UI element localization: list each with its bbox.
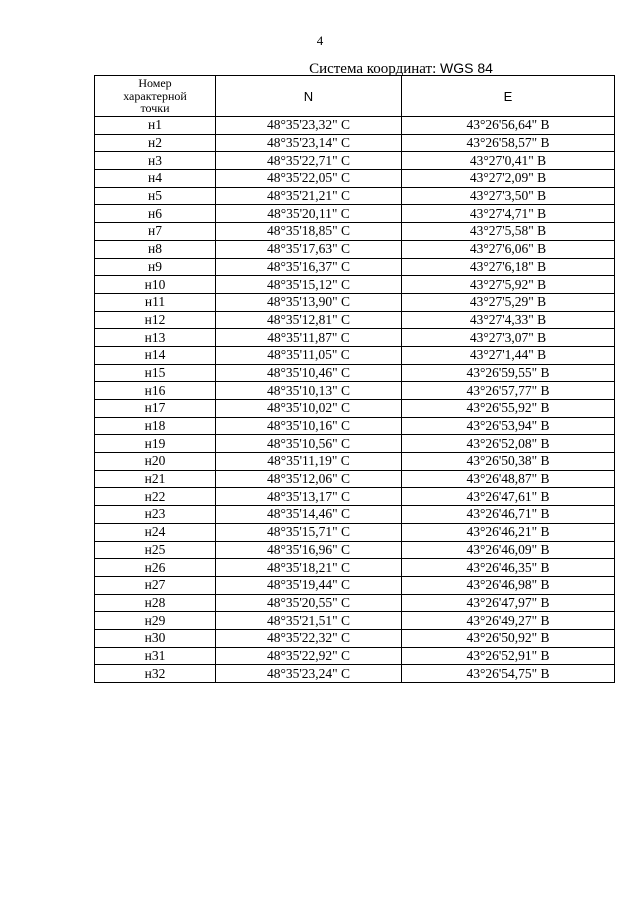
table-row: [95, 470, 615, 488]
east-coordinate-cell: 43°26'50,92" В: [402, 629, 615, 647]
table-row: [95, 488, 615, 506]
north-coordinate-cell: 48°35'22,05" С: [216, 170, 402, 188]
east-coordinate-cell: 43°26'58,57" В: [402, 134, 615, 152]
point-number-cell: н31: [95, 647, 216, 665]
table-row: [95, 276, 615, 294]
table-row: [95, 435, 615, 453]
east-coordinate-cell: 43°26'55,92" В: [402, 400, 615, 418]
point-number-cell: н18: [95, 417, 216, 435]
north-coordinate-cell: 48°35'14,46" С: [216, 506, 402, 524]
east-coordinate-cell: 43°26'46,71" В: [402, 506, 615, 524]
caption-prefix: Система координат:: [309, 61, 441, 77]
point-header-line1: Номер: [138, 76, 172, 91]
north-coordinate-cell: 48°35'22,32" С: [216, 629, 402, 647]
table-row: [95, 170, 615, 188]
east-coordinate-cell: 43°26'49,27" В: [402, 612, 615, 630]
table-row: [95, 559, 615, 577]
point-number-cell: н13: [95, 329, 216, 347]
point-number-cell: н11: [95, 293, 216, 311]
east-coordinate-cell: 43°26'52,91" В: [402, 647, 615, 665]
north-coordinate-cell: 48°35'12,81" С: [216, 311, 402, 329]
north-coordinate-cell: 48°35'10,02" С: [216, 400, 402, 418]
point-header-line3: точки: [140, 101, 170, 116]
point-number-cell: н21: [95, 470, 216, 488]
north-coordinate-cell: 48°35'22,71" С: [216, 152, 402, 170]
north-coordinate-cell: 48°35'23,14" С: [216, 134, 402, 152]
east-coordinate-cell: 43°26'52,08" В: [402, 435, 615, 453]
north-coordinate-cell: 48°35'13,90" С: [216, 293, 402, 311]
east-coordinate-cell: 43°27'6,06" В: [402, 240, 615, 258]
page-number: 4: [316, 33, 324, 48]
point-number-cell: н28: [95, 594, 216, 612]
table-row: [95, 240, 615, 258]
north-coordinate-cell: 48°35'13,17" С: [216, 488, 402, 506]
east-coordinate-cell: 43°27'3,50" В: [402, 187, 615, 205]
north-coordinate-cell: 48°35'21,51" С: [216, 612, 402, 630]
north-coordinate-cell: 48°35'23,32" С: [216, 117, 402, 135]
east-coordinate-cell: 43°26'53,94" В: [402, 417, 615, 435]
table-row: [95, 223, 615, 241]
point-number-cell: н9: [95, 258, 216, 276]
north-coordinate-cell: 48°35'22,92" С: [216, 647, 402, 665]
north-coordinate-cell: 48°35'23,24" С: [216, 665, 402, 683]
north-coordinate-cell: 48°35'20,11" С: [216, 205, 402, 223]
table-row: [95, 329, 615, 347]
point-number-cell: н27: [95, 576, 216, 594]
table-row: [95, 117, 615, 135]
east-coordinate-cell: 43°27'4,33" В: [402, 311, 615, 329]
table-row: [95, 364, 615, 382]
east-coordinate-cell: 43°26'56,64" В: [402, 117, 615, 135]
point-number-cell: н10: [95, 276, 216, 294]
point-number-cell: н20: [95, 453, 216, 471]
table-header-row: [95, 76, 615, 117]
table-row: [95, 205, 615, 223]
coordinates-table-body: [95, 117, 615, 683]
east-coordinate-cell: 43°26'46,09" В: [402, 541, 615, 559]
table-row: [95, 311, 615, 329]
east-coordinate-cell: 43°26'47,61" В: [402, 488, 615, 506]
north-coordinate-cell: 48°35'12,06" С: [216, 470, 402, 488]
east-coordinate-cell: 43°27'6,18" В: [402, 258, 615, 276]
point-number-header: [95, 76, 216, 117]
point-number-cell: н6: [95, 205, 216, 223]
east-coordinate-cell: 43°27'3,07" В: [402, 329, 615, 347]
east-coordinate-cell: 43°26'50,38" В: [402, 453, 615, 471]
table-row: [95, 612, 615, 630]
point-number-cell: н22: [95, 488, 216, 506]
point-number-cell: н24: [95, 523, 216, 541]
east-coordinate-cell: 43°26'54,75" В: [402, 665, 615, 683]
table-row: [95, 647, 615, 665]
point-number-cell: н19: [95, 435, 216, 453]
east-coordinate-cell: 43°27'0,41" В: [402, 152, 615, 170]
table-row: [95, 506, 615, 524]
north-coordinate-cell: 48°35'19,44" С: [216, 576, 402, 594]
north-header: N: [216, 76, 402, 117]
north-coordinate-cell: 48°35'17,63" С: [216, 240, 402, 258]
table-row: [95, 417, 615, 435]
east-coordinate-cell: 43°26'47,97" В: [402, 594, 615, 612]
point-number-cell: н30: [95, 629, 216, 647]
table-row: [95, 187, 615, 205]
table-row: [95, 629, 615, 647]
table-row: [95, 382, 615, 400]
table-row: [95, 594, 615, 612]
point-number-cell: н23: [95, 506, 216, 524]
point-number-cell: н3: [95, 152, 216, 170]
north-coordinate-cell: 48°35'21,21" С: [216, 187, 402, 205]
east-coordinate-cell: 43°27'4,71" В: [402, 205, 615, 223]
point-number-cell: н8: [95, 240, 216, 258]
table-row: [95, 346, 615, 364]
north-coordinate-cell: 48°35'18,21" С: [216, 559, 402, 577]
table-row: [95, 293, 615, 311]
north-coordinate-cell: 48°35'10,16" С: [216, 417, 402, 435]
point-number-cell: н32: [95, 665, 216, 683]
east-coordinate-cell: 43°26'46,21" В: [402, 523, 615, 541]
table-row: [95, 400, 615, 418]
point-number-cell: н7: [95, 223, 216, 241]
point-number-cell: н4: [95, 170, 216, 188]
north-coordinate-cell: 48°35'16,96" С: [216, 541, 402, 559]
north-coordinate-cell: 48°35'10,46" С: [216, 364, 402, 382]
east-coordinate-cell: 43°26'59,55" В: [402, 364, 615, 382]
point-number-cell: н26: [95, 559, 216, 577]
north-coordinate-cell: 48°35'15,12" С: [216, 276, 402, 294]
caption-system: WGS 84: [440, 60, 493, 76]
east-coordinate-cell: 43°26'46,35" В: [402, 559, 615, 577]
east-coordinate-cell: 43°27'5,58" В: [402, 223, 615, 241]
table-row: [95, 258, 615, 276]
table-row: [95, 576, 615, 594]
coordinates-table: [94, 75, 615, 683]
point-number-cell: н2: [95, 134, 216, 152]
east-coordinate-cell: 43°27'5,29" В: [402, 293, 615, 311]
east-coordinate-cell: 43°27'2,09" В: [402, 170, 615, 188]
table-row: [95, 541, 615, 559]
table-row: [95, 152, 615, 170]
north-coordinate-cell: 48°35'11,87" С: [216, 329, 402, 347]
point-number-cell: н17: [95, 400, 216, 418]
point-number-cell: н15: [95, 364, 216, 382]
table-row: [95, 134, 615, 152]
east-coordinate-cell: 43°26'57,77" В: [402, 382, 615, 400]
north-coordinate-cell: 48°35'16,37" С: [216, 258, 402, 276]
east-header: E: [402, 76, 615, 117]
east-coordinate-cell: 43°27'5,92" В: [402, 276, 615, 294]
north-coordinate-cell: 48°35'10,56" С: [216, 435, 402, 453]
table-row: [95, 523, 615, 541]
point-number-cell: н14: [95, 346, 216, 364]
point-number-cell: н16: [95, 382, 216, 400]
east-coordinate-cell: 43°27'1,44" В: [402, 346, 615, 364]
north-coordinate-cell: 48°35'11,19" С: [216, 453, 402, 471]
north-coordinate-cell: 48°35'20,55" С: [216, 594, 402, 612]
point-header-line2: характерной: [123, 88, 187, 103]
north-coordinate-cell: 48°35'18,85" С: [216, 223, 402, 241]
east-coordinate-cell: 43°26'46,98" В: [402, 576, 615, 594]
table-row: [95, 665, 615, 683]
point-number-cell: н25: [95, 541, 216, 559]
table-row: [95, 453, 615, 471]
point-number-cell: н12: [95, 311, 216, 329]
point-number-cell: н29: [95, 612, 216, 630]
north-coordinate-cell: 48°35'15,71" С: [216, 523, 402, 541]
east-coordinate-cell: 43°26'48,87" В: [402, 470, 615, 488]
point-number-cell: н5: [95, 187, 216, 205]
north-coordinate-cell: 48°35'11,05" С: [216, 346, 402, 364]
point-number-cell: н1: [95, 117, 216, 135]
north-coordinate-cell: 48°35'10,13" С: [216, 382, 402, 400]
